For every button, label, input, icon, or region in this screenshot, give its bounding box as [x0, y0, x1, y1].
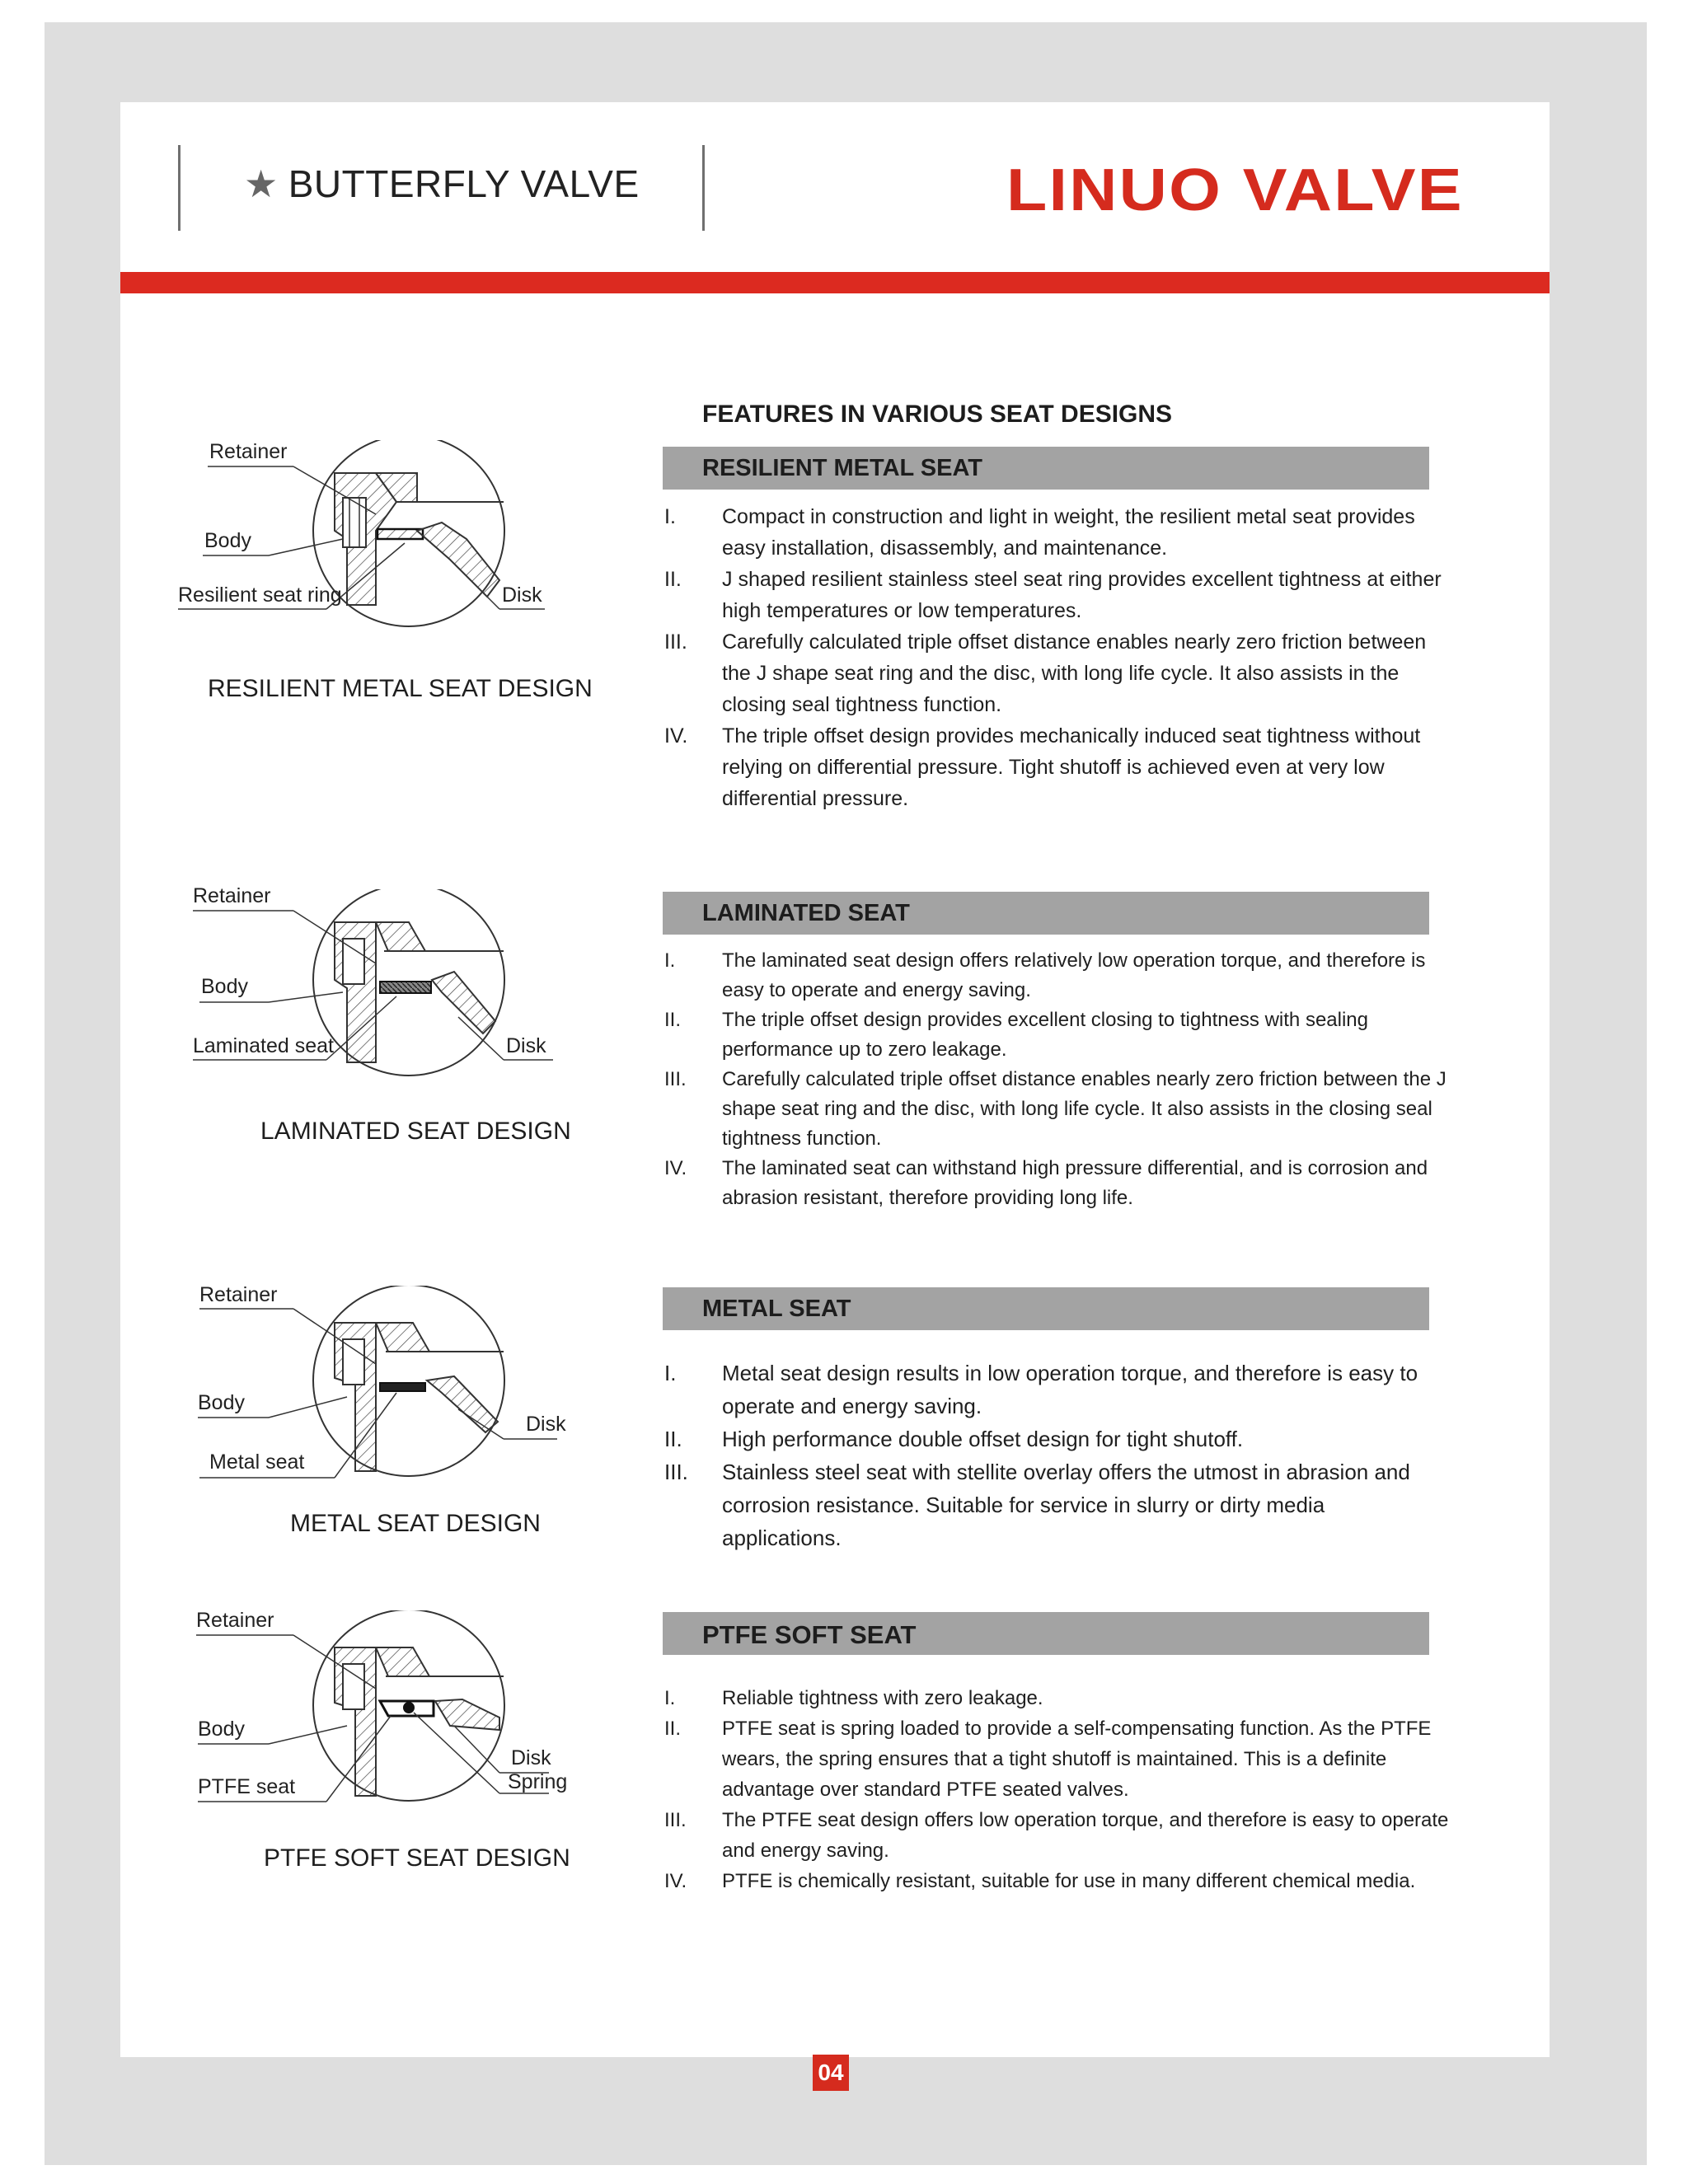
label-body: Body: [201, 975, 248, 998]
section-heading: METAL SEAT: [702, 1296, 851, 1322]
list-item: III. Carefully calculated triple offset distance enables nearly zero friction between the J shape seat ring and the disc, with long life cycle. It also assists in the closing seal tightness function.: [664, 630, 1427, 716]
header-divider-right: [702, 145, 705, 231]
label-retainer: Retainer: [196, 1609, 274, 1632]
list-item: II. High performance double offset design for tight shutoff.: [664, 1427, 1244, 1451]
diagram-caption: METAL SEAT DESIGN: [290, 1510, 541, 1537]
list-item: II. PTFE seat is spring loaded to provide a self-compensating function. As the PTFE wears, the spring ensures that a tight shutoff is maintained. This is a definite advantage over standard PTFE seated valves.: [664, 1718, 1432, 1801]
label-disk: Disk: [502, 583, 542, 607]
list-item: I. Reliable tightness with zero leakage.: [664, 1687, 1043, 1709]
document-title-text: BUTTERFLY VALVE: [288, 162, 640, 205]
list-item: IV. The triple offset design provides mechanically induced seat tightness without relying on differential pressure. Tight shutoff is achieved even at very low differential pressure.: [664, 724, 1421, 810]
diagram-laminated-seat: [170, 884, 598, 1095]
label-retainer: Retainer: [199, 1283, 278, 1306]
feature-list-metal-seat: [664, 1357, 1447, 1554]
label-seat: PTFE seat: [198, 1775, 296, 1798]
document-title: [244, 162, 640, 206]
label-body: Body: [198, 1391, 245, 1414]
list-item: III. Carefully calculated triple offset distance enables nearly zero friction between the J shape seat ring and the disc, with long life cycle. It also assists in the closing seal tightness function.: [664, 1068, 1447, 1150]
feature-list-laminated-seat: [664, 946, 1447, 1213]
diagram-caption: RESILIENT METAL SEAT DESIGN: [208, 675, 593, 702]
list-item: I. Compact in construction and light in weight, the resilient metal seat provides easy installation, disassembly, and maintenance.: [664, 505, 1415, 560]
list-item: II. J shaped resilient stainless steel seat ring provides excellent tightness at either high temperatures or low temperatures.: [664, 568, 1442, 622]
diagram-caption: LAMINATED SEAT DESIGN: [260, 1118, 571, 1145]
list-item: I. The laminated seat design offers relatively low operation torque, and therefore is easy to operate and energy saving.: [664, 949, 1426, 1001]
list-item: I. Metal seat design results in low operation torque, and therefore is easy to operate and energy saving.: [664, 1361, 1418, 1418]
feature-list-ptfe-soft-seat: [664, 1683, 1456, 1896]
label-seat: Metal seat: [209, 1451, 305, 1474]
section-heading: RESILIENT METAL SEAT: [702, 455, 982, 481]
diagram-resilient-metal-seat: [170, 440, 598, 646]
section-heading: LAMINATED SEAT: [702, 900, 910, 926]
brochure-page: [120, 102, 1550, 2057]
features-main-title: FEATURES IN VARIOUS SEAT DESIGNS: [702, 401, 1173, 428]
page-number: 04: [813, 2055, 849, 2091]
feature-list-resilient-metal-seat: [664, 501, 1447, 814]
label-disk: Disk: [506, 1034, 546, 1057]
section-header-laminated-seat: [663, 892, 1429, 935]
label-retainer: Retainer: [209, 440, 288, 463]
label-disk: Disk: [511, 1746, 551, 1769]
label-retainer: Retainer: [193, 884, 271, 907]
label-body: Body: [198, 1718, 245, 1741]
diagram-ptfe-soft-seat: [170, 1610, 598, 1816]
list-item: III. The PTFE seat design offers low operation torque, and therefore is easy to operate and energy saving.: [664, 1809, 1449, 1862]
label-body: Body: [204, 529, 251, 552]
star-icon: ★: [244, 162, 279, 205]
header-divider-left: [178, 145, 181, 231]
list-item: IV. PTFE is chemically resistant, suitable for use in many different chemical media.: [664, 1870, 1416, 1892]
label-disk: Disk: [526, 1413, 566, 1436]
label-spring: Spring: [508, 1770, 568, 1793]
list-item: III. Stainless steel seat with stellite overlay offers the utmost in abrasion and corrosion resistance. Suitable for service in slurry or dirty media applications.: [664, 1460, 1410, 1550]
diagram-metal-seat: [170, 1283, 598, 1492]
list-item: IV. The laminated seat can withstand high pressure differential, and is corrosion and abrasion resistant, therefore providing long life.: [664, 1157, 1428, 1209]
label-seat: Laminated seat: [193, 1034, 334, 1057]
list-item: II. The triple offset design provides excellent closing to tightness with sealing performance up to zero leakage.: [664, 1009, 1368, 1061]
section-header-metal-seat: [663, 1287, 1429, 1330]
header-accent-bar: [120, 272, 1550, 293]
section-heading: PTFE SOFT SEAT: [702, 1620, 917, 1649]
brand-logo: LINUO VALVE: [1006, 157, 1464, 223]
section-header-ptfe-soft-seat: [663, 1612, 1429, 1655]
label-seat: Resilient seat ring: [178, 583, 342, 607]
diagram-caption: PTFE SOFT SEAT DESIGN: [264, 1844, 570, 1872]
section-header-resilient-metal-seat: [663, 447, 1429, 490]
